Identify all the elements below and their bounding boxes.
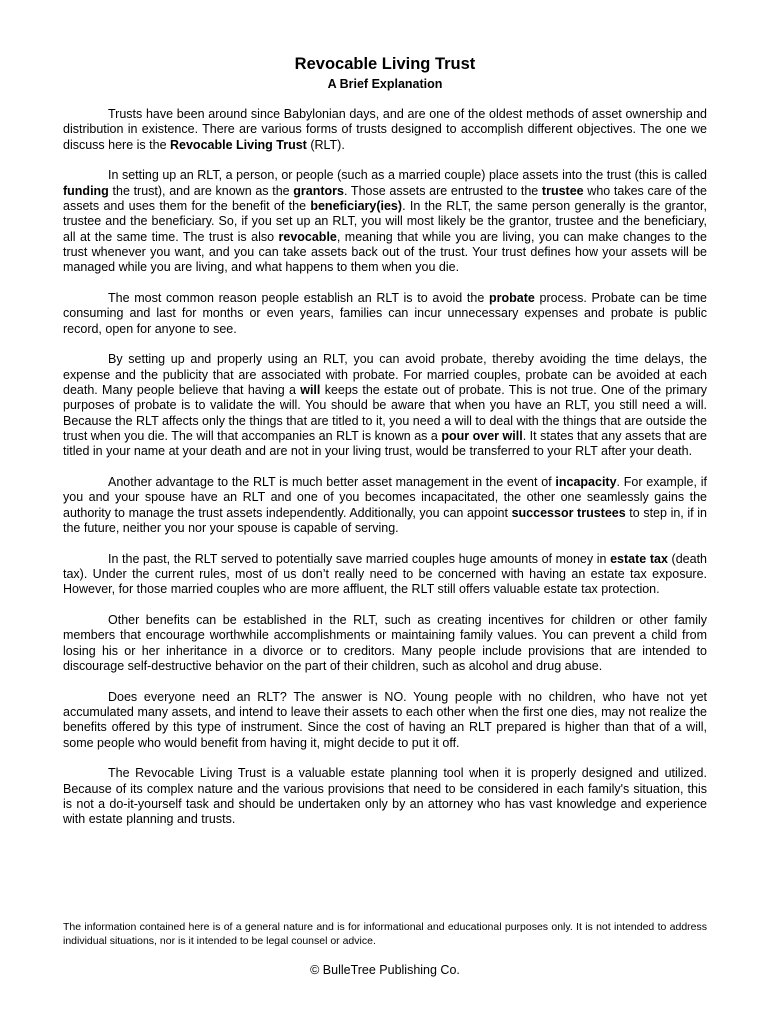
text-run: the trust), and are known as the: [108, 183, 294, 198]
text-run: In the past, the RLT served to potentially save married couples huge amounts of money in: [108, 551, 611, 566]
document-subtitle: A Brief Explanation: [327, 77, 443, 91]
bold-term: grantors: [293, 183, 344, 198]
copyright-notice: © BulleTree Publishing Co.: [310, 963, 460, 977]
text-run: to step in, if in the future, neither you nor your spouse is capable of serving.: [63, 505, 707, 535]
bold-term: will: [300, 382, 321, 397]
bold-term: incapacity: [555, 474, 617, 489]
paragraph: [63, 766, 707, 827]
paragraph: [63, 552, 707, 598]
text-run: . In the RLT, the same person generally is the grantor, trustee and the beneficiary. So, if you set up an RLT, you will most likely be the grantor, trustee and the beneficiary, all at the same time. The trust is also: [63, 198, 707, 244]
text-run: The most common reason people establish an RLT is to avoid the: [108, 290, 490, 305]
text-run: The Revocable Living Trust is a valuable estate planning tool when it is properly designed and utilized. Because of its complex nature and the various provisions that need to be considered in each family's situation, this is not a do-it-yourself task and should be undertaken only by an attorney who has vast knowledge and experience with estate planning and trusts.: [63, 766, 707, 827]
paragraph: [63, 291, 707, 337]
paragraph: [63, 107, 707, 153]
bold-term: probate: [489, 290, 535, 305]
text-run: Other benefits can be established in the RLT, such as creating incentives for children or other family members that encourage worthwhile accomplishments or maintaining family values. You can prevent a child from losing his or her inheritance in a divorce or to creditors. Many people include provisions that are intended to discourage self-destructive behavior on the part of their children, such as alcohol and drug abuse.: [63, 613, 707, 673]
text-run: Another advantage to the RLT is much better asset management in the event of: [108, 474, 556, 489]
text-run: keeps the estate out of probate. This is not true. One of the primary purposes of probate is to validate the will. You should be aware that when you have an RLT, you still need a will. Because the RLT affects only the things that are titled to it, you need a will to deal with the things that are outside the trust when you die. The will that accompanies an RLT is known as a: [63, 382, 707, 443]
document-body: [63, 107, 707, 843]
paragraph: [63, 690, 707, 751]
paragraph: [63, 352, 707, 459]
bold-term: Revocable Living Trust: [170, 137, 307, 152]
text-run: . Those assets are entrusted to the: [344, 183, 542, 198]
text-run: process. Probate can be time consuming and last for months or even years, families can incur unnecessary expenses and probate is public record, open for anyone to see.: [63, 290, 708, 336]
text-run: , meaning that while you are living, you can make changes to the trust whenever you want, and you can take assets back out of the trust. Your trust defines how your assets will be managed while you are living, and what happens to them when you die.: [63, 229, 708, 275]
paragraph: [63, 475, 707, 536]
text-run: Trusts have been around since Babylonian days, and are one of the oldest methods of asset ownership and distribution in existence. There are various forms of trusts designed to accomplish different objectives. The one we discuss here is the: [63, 107, 707, 152]
disclaimer: The information contained here is of a general nature and is for informational and educational purposes only. It is not intended to address individual situations, nor is it intended to be legal counsel or advice.: [63, 921, 707, 947]
paragraph: [63, 613, 707, 674]
paragraph: [63, 168, 707, 275]
bold-term: funding: [63, 183, 109, 198]
text-run: . It states that any assets that are titled in your name at your death and are not in your living trust, would be transferred to your RLT after your death.: [63, 428, 708, 459]
bold-term: trustee: [541, 183, 584, 198]
bold-term: pour over will: [441, 428, 523, 443]
document-title: Revocable Living Trust: [294, 55, 476, 73]
bold-term: beneficiary(ies): [310, 198, 403, 213]
text-run: By setting up and properly using an RLT, you can avoid probate, thereby avoiding the time delays, the expense and the publicity that are associated with probate. For married couples, probate can be avoided at each death. Many people believe that having a: [63, 352, 707, 397]
text-run: (RLT).: [306, 137, 345, 152]
text-run: . For example, if you and your spouse have an RLT and one of you becomes incapacitated, the other one seamlessly gains the authority to manage the trust assets independently. Additionally, you can appoint: [63, 474, 707, 520]
bold-term: estate tax: [610, 551, 668, 566]
bold-term: revocable: [278, 229, 337, 244]
text-run: who takes care of the assets and uses them for the benefit of the: [63, 183, 707, 213]
text-run: (death tax). Under the current rules, most of us don’t really need to be concerned with having an estate tax exposure. However, for those married couples who are more affluent, the RLT still offers valuable estate tax protection.: [63, 551, 707, 597]
text-run: Does everyone need an RLT? The answer is NO. Young people with no children, who have not yet accumulated many assets, and intend to leave their assets to each other when the first one dies, may not realize the benefits offered by this type of instrument. Since the cost of having an RLT prepared is higher than that of a will, some people who would benefit from having it, might decide to put it off.: [63, 689, 707, 750]
bold-term: successor trustees: [511, 505, 626, 520]
text-run: In setting up an RLT, a person, or people (such as a married couple) place assets into the trust (this is called: [108, 168, 707, 183]
